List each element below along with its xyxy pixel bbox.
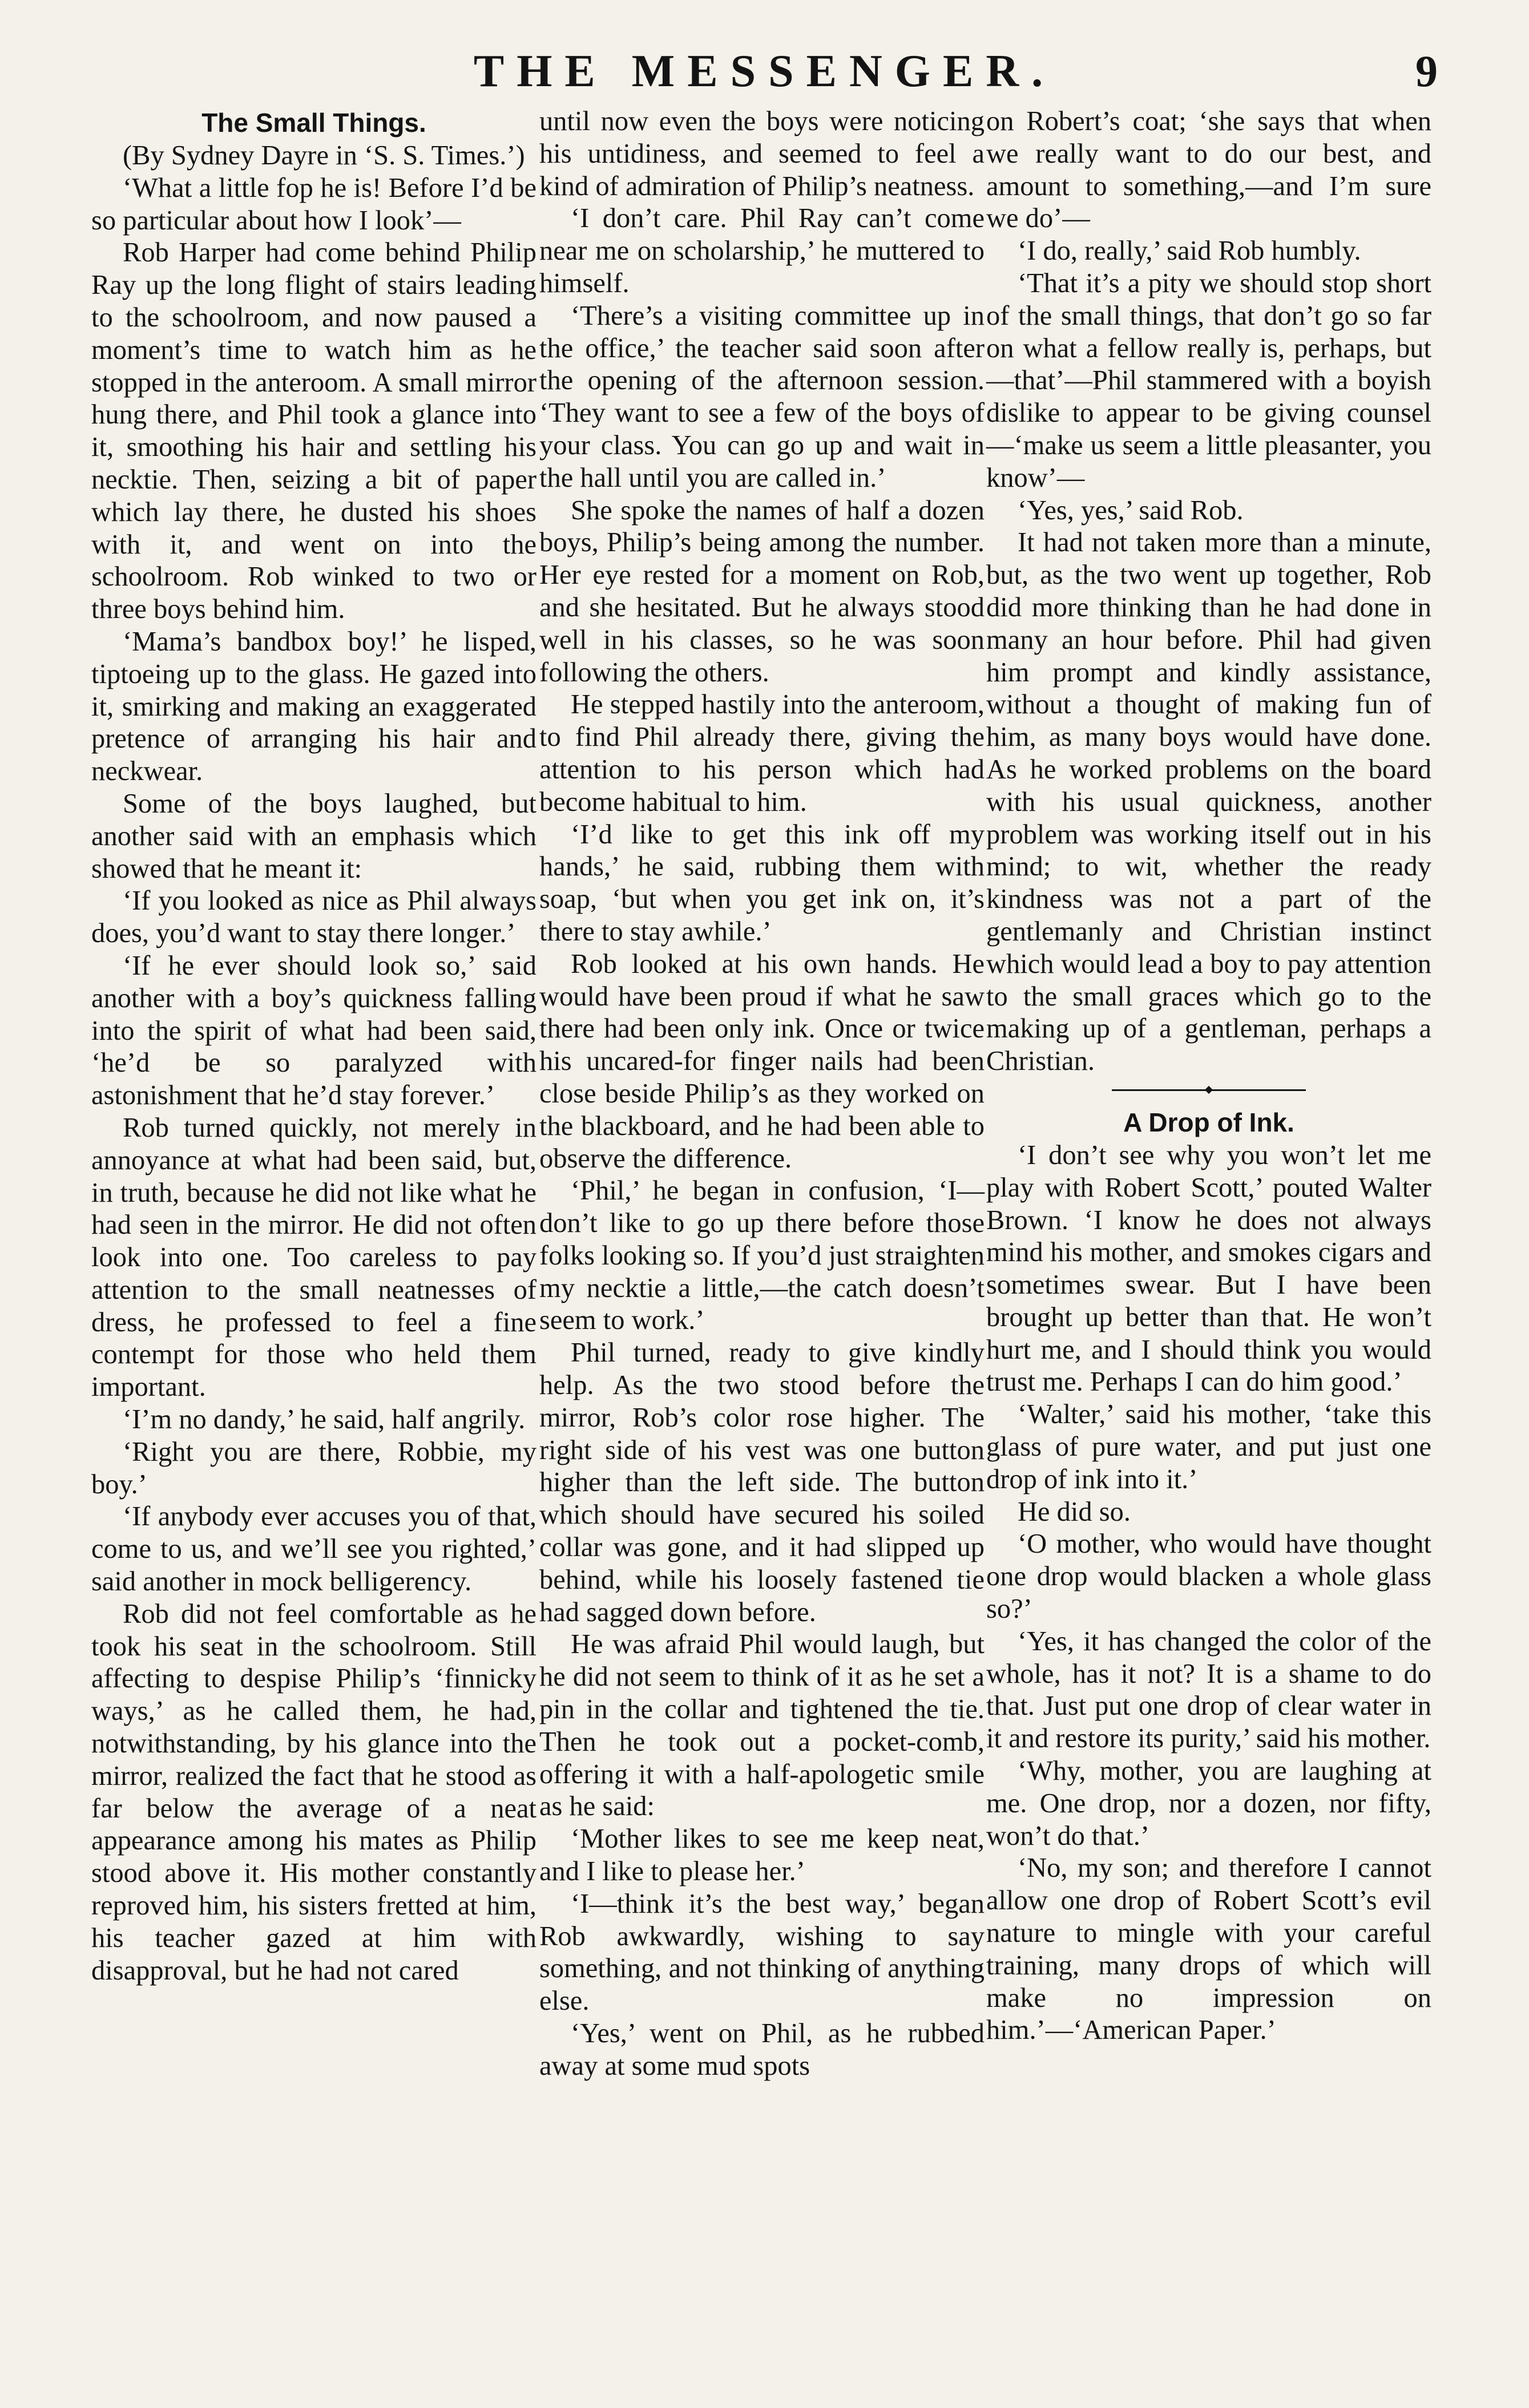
paragraph: ‘Yes, yes,’ said Rob. (1018, 495, 1244, 526)
paragraph: Rob turned quickly, not merely in annoyance at what had been said, but, in truth, because he did not like what he had seen in the mirror. He did not often look into one. Too careless to pay attention to the small neatnesses of dress, he professed to feel a fine contempt for those who held them important. (91, 1112, 536, 1403)
paragraph: Some of the boys laughed, but another said with an emphasis which showed that he meant it: (91, 788, 536, 884)
newspaper-title: THE MESSENGER. (473, 46, 1056, 96)
paragraph: ‘What a little fop he is! Before I’d be so particular about how I look’— (91, 172, 536, 236)
paragraph: ‘That it’s a pity we should stop short of the small things, that don’t go so far on what a fellow really is, perhaps, but—that’—Phil stammered with a boyish dislike to appear to be giving counsel—‘make us seem a little pleasanter, you know’— (986, 268, 1431, 493)
paragraph: ‘Yes, it has changed the color of the whole, has it not? It is a shame to do that. Just put one drop of clear water in it and restore its purity,’ said his mother. (986, 1626, 1431, 1754)
paragraph: ‘Mama’s bandbox boy!’ he lisped, tiptoeing up to the glass. He gazed into it, smirking and making an exaggerated pretence of arranging his hair and neckwear. (91, 626, 536, 787)
column-1 (91, 106, 536, 1987)
section-divider (1112, 1087, 1306, 1093)
column-3 (986, 106, 1431, 2047)
paragraph: on Robert’s coat; ‘she says that when we really want to do our best, and amount to something,—and I’m sure we do’— (986, 106, 1431, 234)
byline: (By Sydney Dayre in ‘S. S. Times.’) (123, 140, 525, 171)
paragraph: She spoke the names of half a dozen boys, Philip’s being among the number. Her eye rested for a moment on Rob, and she hesitated. But he always stood well in his classes, so he was soon following the others. (539, 495, 985, 688)
article-title: The Small Things. (201, 108, 426, 138)
masthead (91, 40, 1438, 103)
paragraph: Phil turned, ready to give kindly help. As the two stood before the mirror, Rob’s color rose higher. The right side of his vest was one button higher than the left side. The button which should have secured his soiled collar was gone, and it had slipped up behind, while his loosely fastened tie had sagged down before. (539, 1338, 985, 1627)
paragraph: ‘If you looked as nice as Phil always does, you’d want to stay there longer.’ (91, 886, 536, 949)
paragraph: He was afraid Phil would laugh, but he did not seem to think of it as he set a pin in the collar and tightened the tie. Then he took out a pocket-comb, offering it with a half-apologetic smile as he said: (539, 1629, 985, 1822)
paragraph: ‘Walter,’ said his mother, ‘take this glass of pure water, and put just one drop of ink into it.’ (986, 1399, 1431, 1494)
paragraph: ‘Yes,’ went on Phil, as he rubbed away at some mud spots (539, 2018, 985, 2081)
paragraph: Rob did not feel comfortable as he took his seat in the schoolroom. Still affecting to despise Philip’s ‘finnicky ways,’ as he called them, he had, notwithstanding, by his glance into the mirror, realized the fact that he stood as far below the average of a neat appearance among his mates as Philip stood above it. His mother constantly reproved him, his sisters fretted at him, his teacher gazed at him with disapproval, but he had not cared (91, 1598, 536, 1986)
paragraph: ‘O mother, who would have thought one drop would blacken a whole glass so?’ (986, 1529, 1431, 1625)
paragraph: ‘I’d like to get this ink off my hands,’ he said, rubbing them with soap, ‘but when you get ink on, it’s there to stay awhile.’ (539, 819, 985, 947)
paragraph: ‘There’s a visiting committee up in the office,’ the teacher said soon after the opening of the afternoon session. ‘They want to see a few of the boys of your class. You can go up and wait in the hall until you are called in.’ (539, 300, 985, 493)
paragraph: ‘If anybody ever accuses you of that, come to us, and we’ll see you righted,’ said another in mock belligerency. (91, 1501, 536, 1597)
paragraph: ‘I do, really,’ said Rob humbly. (1018, 236, 1361, 266)
paragraph: ‘Right you are there, Robbie, my boy.’ (91, 1436, 536, 1500)
paragraph: He stepped hastily into the anteroom, to find Phil already there, giving the attention to his person which had become habitual to him. (539, 689, 985, 817)
paragraph: ‘I—think it’s the best way,’ began Rob awkwardly, wishing to say something, and not thinking of anything else. (539, 1888, 985, 2017)
page-number: 9 (1415, 46, 1438, 96)
article-title: A Drop of Ink. (1123, 1107, 1294, 1137)
paragraph: ‘Mother likes to see me keep neat, and I like to please her.’ (539, 1824, 985, 1887)
paragraph: until now even the boys were noticing his untidiness, and seemed to feel a kind of admiration of Philip’s neatness. (539, 106, 985, 201)
paragraph: ‘No, my son; and therefore I cannot allow one drop of Robert Scott’s evil nature to mingle with your careful training, many drops of which will make no impression on him.’—‘American Paper.’ (986, 1853, 1431, 2046)
paragraph: ‘I don’t care. Phil Ray can’t come near me on scholarship,’ he muttered to himself. (539, 203, 985, 298)
paragraph: Rob looked at his own hands. He would have been proud if what he saw there had been only ink. Once or twice his uncared-for finger nails had been close beside Philip’s as they worked on the blackboard, and he had been able to observe the difference. (539, 948, 985, 1174)
paragraph: ‘If he ever should look so,’ said another with a boy’s quickness falling into the spirit of what had been said, ‘he’d be so paralyzed with astonishment that he’d stay forever.’ (91, 950, 536, 1111)
paragraph: Rob Harper had come behind Philip Ray up the long flight of stairs leading to the schoolroom, and now paused a moment’s time to watch him as he stopped in the anteroom. A small mirror hung there, and Phil took a glance into it, smoothing his hair and settling his necktie. Then, seizing a bit of paper which lay there, he dusted his shoes with it, and went on into the schoolroom. Rob winked to two or three boys behind him. (91, 237, 536, 625)
paragraph: He did so. (1018, 1496, 1131, 1527)
column-2 (539, 106, 985, 2083)
paragraph: ‘Phil,’ he began in confusion, ‘I—don’t like to go up there before those folks looking so. If you’d just straighten my necktie a little,—the catch doesn’t seem to work.’ (539, 1175, 985, 1336)
paragraph: ‘I’m no dandy,’ he said, half angrily. (123, 1404, 526, 1435)
paragraph: ‘I don’t see why you won’t let me play with Robert Scott,’ pouted Walter Brown. ‘I know he does not always mind his mother, and smokes cigars and sometimes swear. But I have been brought up better than that. He won’t hurt me, and I should think you would trust me. Perhaps I can do him good.’ (986, 1140, 1431, 1397)
paragraph: ‘Why, mother, you are laughing at me. One drop, nor a dozen, nor fifty, won’t do that.’ (986, 1756, 1431, 1851)
paragraph: It had not taken more than a minute, but, as the two went up together, Rob did more thinking than he had done in many an hour before. Phil had given him prompt and kindly assistance, without a thought of making fun of him, as many boys would have done. As he worked problems on the board with his usual quickness, another problem was working itself out in his mind; to wit, whether the ready kindness was not a part of the gentlemanly and Christian instinct which would lead a boy to pay attention to the small graces which go to the making up of a gentleman, perhaps a Christian. (986, 527, 1431, 1077)
